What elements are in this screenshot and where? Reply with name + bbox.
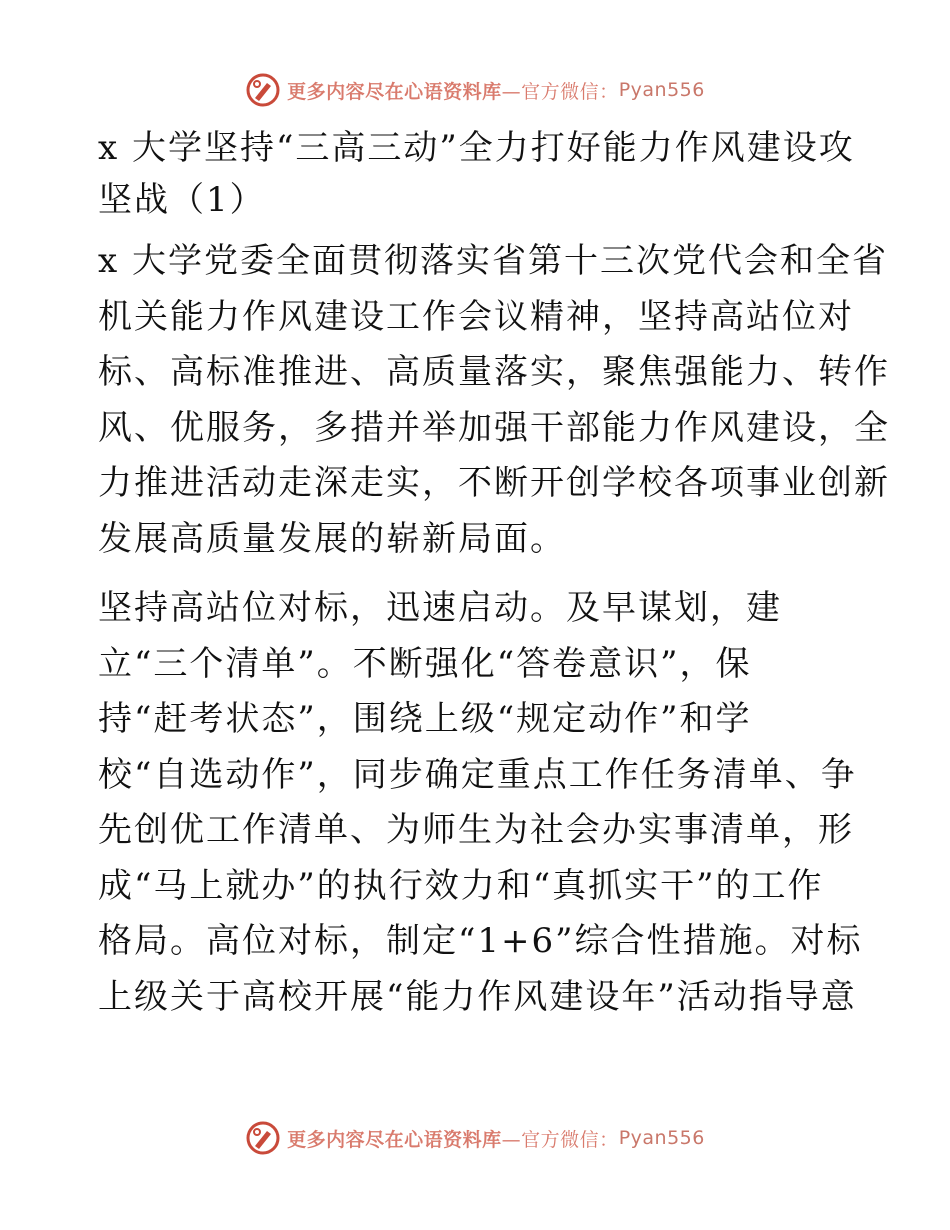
watermark-footer: [0, 1118, 950, 1158]
watermark-brand: 更多内容尽在心语资料库: [287, 1128, 502, 1151]
paragraph-line: 坚持高站位对标，迅速启动。及早谋划，建: [98, 588, 782, 628]
title-line: x 大学坚持“三高三动”全力打好能力作风建设攻: [98, 128, 855, 168]
watermark-header: [0, 70, 950, 110]
paragraph-line: 上级关于高校开展“能力作风建设年”活动指导意: [98, 976, 857, 1017]
paragraph-line: 持“赶考状态”，围绕上级“规定动作”和学: [98, 699, 752, 739]
paragraph-line: 立“三个清单”。不断强化“答卷意识”，保: [98, 643, 752, 684]
watermark-wechat: Pyan556: [618, 79, 705, 101]
document-title: [98, 122, 858, 226]
pen-logo-icon: [245, 1120, 281, 1156]
pen-logo-icon: [245, 72, 281, 108]
paragraph-line: x 大学党委全面贯彻落实省第十三次党代会和全省: [98, 241, 888, 281]
watermark-brand: 更多内容尽在心语资料库: [287, 80, 502, 103]
watermark-separator: —官方微信：: [501, 80, 619, 103]
paragraph-intro: [98, 234, 890, 567]
paragraph-line: 先创优工作清单、为师生为社会办实事清单，形: [98, 810, 854, 850]
title-line: 坚战（1）: [98, 180, 266, 220]
document-body: [98, 122, 890, 1039]
paragraph-line: 风、优服务，多措并举加强干部能力作风建设，全: [98, 407, 890, 448]
paragraph-line: 机关能力作风建设工作会议精神，坚持高站位对: [98, 296, 854, 337]
paragraph-line: 格局。高位对标，制定“1+6”综合性措施。对标: [98, 921, 863, 961]
paragraph-line: 标、高标准推进、高质量落实，聚焦强能力、转作: [98, 352, 890, 392]
paragraph-line: 校“自选动作”，同步确定重点工作任务清单、争: [98, 754, 857, 795]
paragraph-line: 成“马上就办”的执行效力和“真抓实干”的工作: [98, 865, 824, 906]
watermark-separator: —官方微信：: [501, 1128, 619, 1151]
paragraph-section-1: [98, 581, 863, 1025]
paragraph-line: 发展高质量发展的崭新局面。: [98, 518, 566, 559]
watermark-wechat: Pyan556: [618, 1127, 705, 1149]
paragraph-line: 力推进活动走深走实，不断开创学校各项事业创新: [98, 463, 890, 503]
